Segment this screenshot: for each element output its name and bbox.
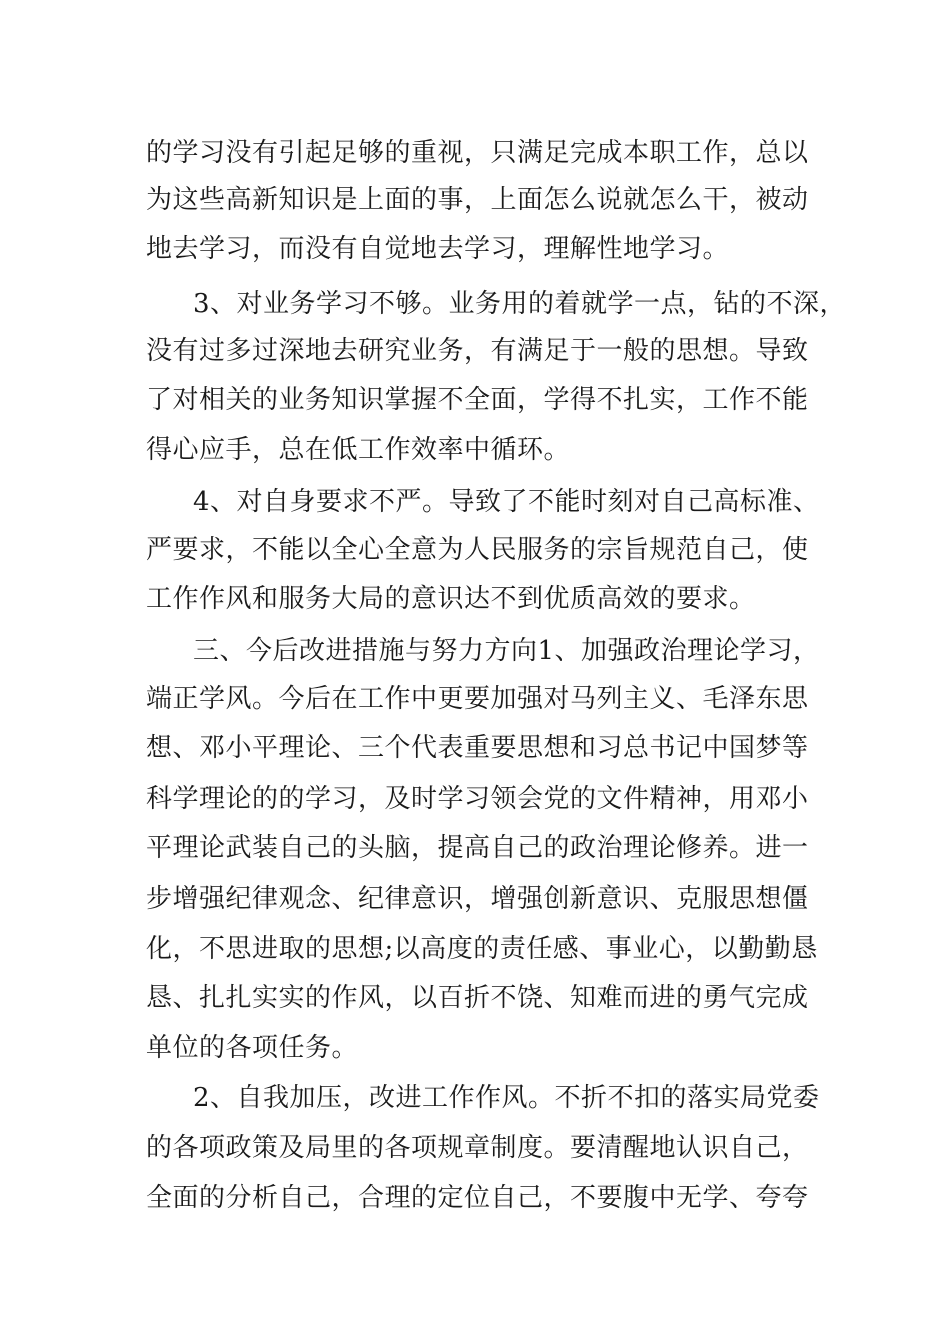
paragraph-first-line: 2、自我加压，改进工作作风。不折不扣的落实局党委 xyxy=(193,1083,820,1113)
text-line: 化，不思进取的思想;以高度的责任感、事业心，以勤勤恳 xyxy=(146,934,818,964)
text-line: 严要求，不能以全心全意为人民服务的宗旨规范自己，使 xyxy=(146,535,809,565)
text-line: 工作作风和服务大局的意识达不到优质高效的要求。 xyxy=(146,584,756,614)
text-line: 想、邓小平理论、三个代表重要思想和习总书记中国梦等 xyxy=(146,733,809,763)
paragraph-first-line: 3、对业务学习不够。业务用的着就学一点，钻的不深， xyxy=(193,289,847,319)
text-line: 地去学习，而没有自觉地去学习，理解性地学习。 xyxy=(146,234,730,264)
text-line: 没有过多过深地去研究业务，有满足于一般的思想。导致 xyxy=(146,336,809,366)
text-line: 为这些高新知识是上面的事，上面怎么说就怎么干，被动 xyxy=(146,185,809,215)
paragraph-first-line: 4、对自身要求不严。导致了不能时刻对自己高标准、 xyxy=(193,487,820,517)
text-line: 得心应手，总在低工作效率中循环。 xyxy=(146,435,571,465)
text-line: 全面的分析自己，合理的定位自己，不要腹中无学、夸夸 xyxy=(146,1183,809,1213)
text-line: 平理论武装自己的头脑，提高自己的政治理论修养。进一 xyxy=(146,833,809,863)
text-line: 恳、扎扎实实的作风，以百折不饶、知难而进的勇气完成 xyxy=(146,983,809,1013)
text-line: 端正学风。今后在工作中更要加强对马列主义、毛泽东思 xyxy=(146,684,809,714)
paragraph-first-line: 三、今后改进措施与努力方向1、加强政治理论学习， xyxy=(193,636,820,666)
text-line: 了对相关的业务知识掌握不全面，学得不扎实，工作不能 xyxy=(146,385,809,415)
text-line: 单位的各项任务。 xyxy=(146,1033,359,1063)
text-line: 的学习没有引起足够的重视，只满足完成本职工作，总以 xyxy=(146,138,809,168)
text-line: 步增强纪律观念、纪律意识，增强创新意识、克服思想僵 xyxy=(146,884,809,914)
text-line: 科学理论的的学习，及时学习领会党的文件精神，用邓小 xyxy=(146,784,809,814)
text-line: 的各项政策及局里的各项规章制度。要清醒地认识自己， xyxy=(146,1133,809,1163)
